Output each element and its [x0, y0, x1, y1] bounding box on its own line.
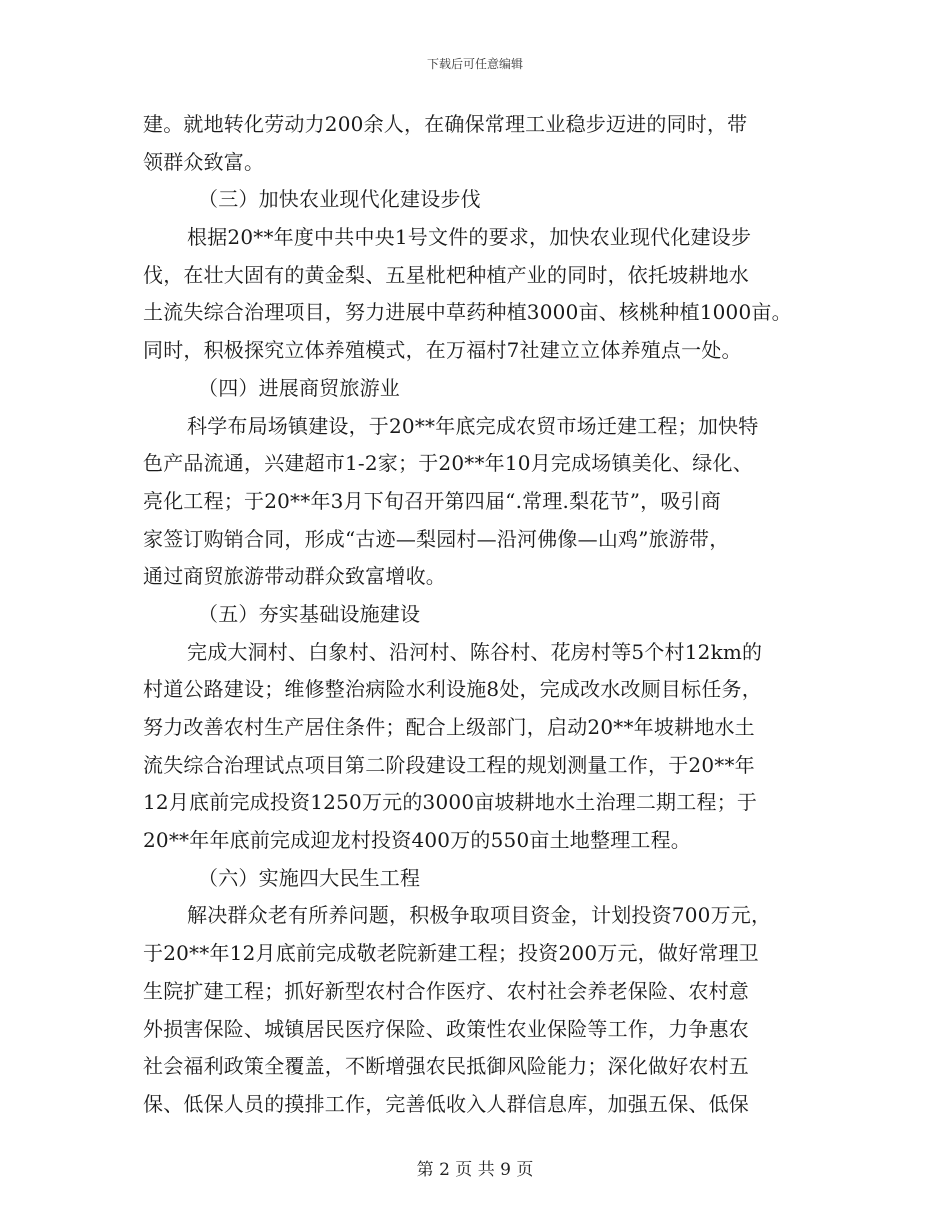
paragraph-line: 12月底前完成投资1250万元的3000亩坡耕地水土治理二期工程；于	[143, 790, 758, 815]
paragraph-line: 亮化工程；于20**年3月下旬召开第四届“.常理.梨花节”，吸引商	[143, 488, 721, 513]
paragraph-line: 社会福利政策全覆盖，不断增强农民抵御风险能力；深化做好农村五	[143, 1054, 749, 1079]
section-heading: （四）进展商贸旅游业	[198, 375, 400, 400]
paragraph-line: 同时，积极探究立体养殖模式，在万福村7社建立立体养殖点一处。	[143, 338, 742, 363]
paragraph-line: 解决群众老有所养问题，积极争取项目资金，计划投资700万元，	[187, 903, 772, 928]
paragraph-line: 生院扩建工程；抓好新型农村合作医疗、农村社会养老保险、农村意	[143, 978, 749, 1003]
paragraph-line: 保、低保人员的摸排工作，完善低收入人群信息库，加强五保、低保	[143, 1091, 749, 1116]
page-header: 下载后可任意编辑	[426, 57, 523, 71]
paragraph-line: 流失综合治理试点项目第二阶段建设工程的规划测量工作，于20**年	[143, 752, 755, 777]
document-body	[143, 106, 823, 1124]
paragraph-line: 色产品流通，兴建超市1-2家；于20**年10月完成场镇美化、绿化、	[143, 451, 753, 476]
section-heading: （三）加快农业现代化建设步伐	[198, 187, 481, 212]
paragraph-line: 外损害保险、城镇居民医疗保险、政策性农业保险等工作，力争惠农	[143, 1016, 749, 1041]
paragraph-line: 根据20**年度中共中央1号文件的要求，加快农业现代化建设步	[187, 225, 752, 250]
paragraph-line: 完成大洞村、白象村、沿河村、陈谷村、花房村等5个村12km的	[187, 639, 763, 664]
paragraph-line: 土流失综合治理项目，努力进展中草药种植3000亩、核桃种植1000亩。	[143, 300, 792, 325]
paragraph-line: 村道公路建设；维修整治病险水利设施8处，完成改水改厕目标任务，	[143, 677, 762, 702]
paragraph-line: 领群众致富。	[143, 149, 265, 174]
section-heading: （六）实施四大民生工程	[198, 865, 421, 890]
paragraph-line: 伐，在壮大固有的黄金梨、五星枇杷种植产业的同时，依托坡耕地水	[143, 262, 749, 287]
page-footer: 第 2 页 共 9 页	[416, 1160, 534, 1180]
paragraph-line: 20**年年底前完成迎龙村投资400万的550亩土地整理工程。	[143, 828, 691, 853]
paragraph-line: 努力改善农村生产居住条件；配合上级部门，启动20**年坡耕地水土	[143, 715, 755, 739]
paragraph-line: 建。就地转化劳动力200余人，在确保常理工业稳步迈进的同时，带	[143, 112, 748, 136]
section-heading: （五）夯实基础设施建设	[198, 601, 421, 626]
paragraph-line: 家签订购销合同，形成“古迹—梨园村—沿河佛像—山鸡”旅游带，	[143, 526, 730, 551]
paragraph-line: 于20**年12月底前完成敬老院新建工程；投资200万元，做好常理卫	[143, 941, 759, 966]
paragraph-line: 科学布局场镇建设，于20**年底完成农贸市场迁建工程；加快特	[187, 413, 759, 438]
paragraph-line: 通过商贸旅游带动群众致富增收。	[143, 564, 446, 589]
